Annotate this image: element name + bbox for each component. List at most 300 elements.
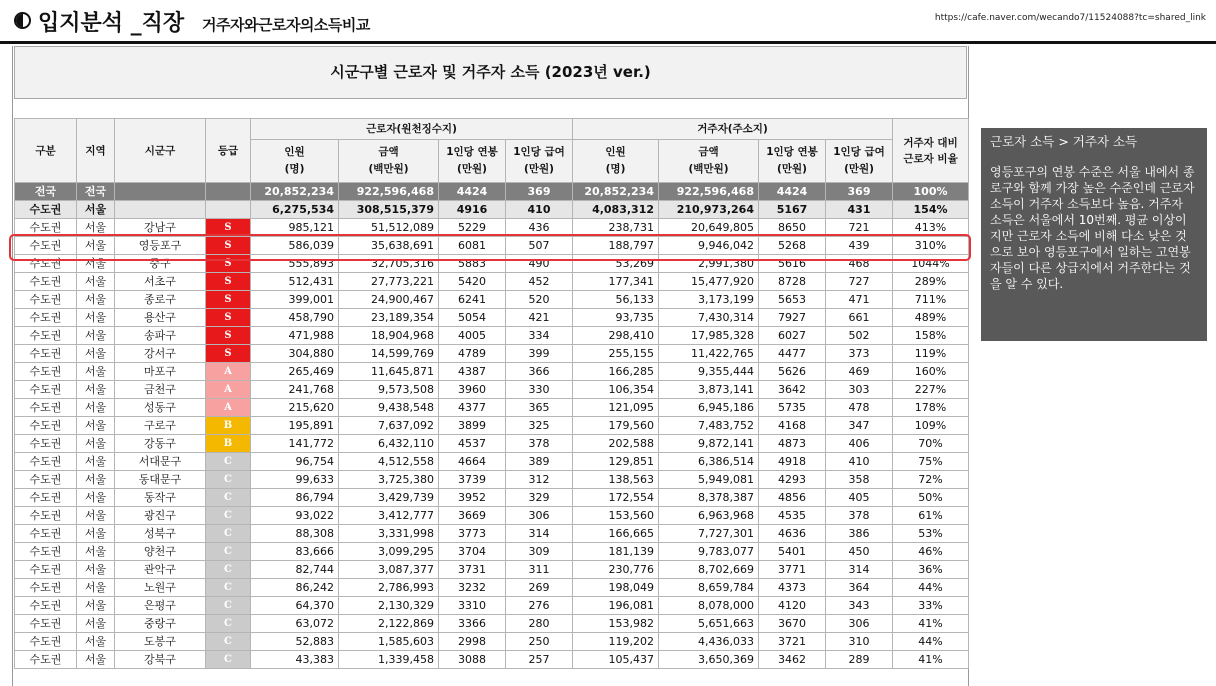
cell-ry: 4873 (759, 435, 826, 453)
cell-rm: 502 (826, 327, 893, 345)
cell-district: 서초구 (115, 273, 206, 291)
cell-district (115, 201, 206, 219)
table-row (15, 327, 969, 345)
cell-rm: 386 (826, 525, 893, 543)
cell-wy: 3739 (439, 471, 506, 489)
cell-rm: 721 (826, 219, 893, 237)
cell-ry: 5401 (759, 543, 826, 561)
cell-wm: 421 (506, 309, 573, 327)
cell-div: 수도권 (15, 597, 77, 615)
header-worker-annual (439, 140, 506, 183)
cell-wy: 6081 (439, 237, 506, 255)
table-row (15, 615, 969, 633)
cell-rm: 358 (826, 471, 893, 489)
cell-wy: 4789 (439, 345, 506, 363)
cell-wc: 555,893 (251, 255, 339, 273)
cell-wc: 96,754 (251, 453, 339, 471)
cell-ry: 5626 (759, 363, 826, 381)
cell-div: 수도권 (15, 435, 77, 453)
half-circle-logo-icon (14, 12, 31, 29)
cell-wa: 3,429,739 (339, 489, 439, 507)
cell-ratio: 33% (893, 597, 969, 615)
cell-rc: 93,735 (573, 309, 659, 327)
cell-div: 수도권 (15, 417, 77, 435)
cell-region: 서울 (77, 489, 115, 507)
cell-rc: 196,081 (573, 597, 659, 615)
cell-rc: 202,588 (573, 435, 659, 453)
cell-wy: 3669 (439, 507, 506, 525)
cell-wy: 3952 (439, 489, 506, 507)
header-resident-count (573, 140, 659, 183)
header-ratio-line2: 근로자 비율 (903, 152, 958, 165)
cell-wm: 436 (506, 219, 573, 237)
cell-wm: 410 (506, 201, 573, 219)
cell-wc: 93,022 (251, 507, 339, 525)
cell-region: 서울 (77, 651, 115, 669)
cell-ra: 11,422,765 (659, 345, 759, 363)
cell-wm: 257 (506, 651, 573, 669)
cell-grade: C (206, 489, 251, 507)
cell-rm: 364 (826, 579, 893, 597)
cell-grade: C (206, 453, 251, 471)
cell-rm: 439 (826, 237, 893, 255)
cell-region: 서울 (77, 453, 115, 471)
cell-grade: S (206, 255, 251, 273)
cell-wm: 365 (506, 399, 573, 417)
cell-ratio: 310% (893, 237, 969, 255)
cell-ry: 8650 (759, 219, 826, 237)
cell-wm: 276 (506, 597, 573, 615)
header-resident-group: 거주자(주소지) (573, 119, 893, 140)
cell-ratio: 50% (893, 489, 969, 507)
cell-grade: S (206, 291, 251, 309)
cell-region: 서울 (77, 507, 115, 525)
cell-ra: 5,651,663 (659, 615, 759, 633)
page-title: 입지분석 _직장 (38, 11, 185, 36)
cell-ry: 4636 (759, 525, 826, 543)
cell-wy: 3310 (439, 597, 506, 615)
cell-ratio: 154% (893, 201, 969, 219)
cell-district: 동작구 (115, 489, 206, 507)
cell-ratio: 70% (893, 435, 969, 453)
cell-district: 광진구 (115, 507, 206, 525)
cell-rc: 119,202 (573, 633, 659, 651)
cell-wc: 83,666 (251, 543, 339, 561)
cell-ra: 3,873,141 (659, 381, 759, 399)
cell-region: 서울 (77, 327, 115, 345)
header-resident-amount (659, 140, 759, 183)
cell-region: 서울 (77, 381, 115, 399)
cell-district (115, 183, 206, 201)
cell-grade: S (206, 327, 251, 345)
cell-ratio: 72% (893, 471, 969, 489)
cell-wa: 2,786,993 (339, 579, 439, 597)
cell-ratio: 44% (893, 579, 969, 597)
cell-rc: 181,139 (573, 543, 659, 561)
cell-ra: 15,477,920 (659, 273, 759, 291)
header-worker-count (251, 140, 339, 183)
table-row (15, 597, 969, 615)
note-body: 영등포구의 연봉 수준은 서울 내에서 종로구와 함께 가장 높은 수준인데 근로자 소득이 거주자 소득보다 높음. 거주자 소득은 서울에서 10번째. 평균 이상이지만 근로자 소득에 비해 다소 낮은 것으로 보아 영등포구에서 일하는 고연봉자들이 다른 상급지에서 거주한다는 것을 알 수 있다. (990, 165, 1195, 291)
cell-ra: 7,483,752 (659, 417, 759, 435)
cell-wc: 52,883 (251, 633, 339, 651)
cell-grade: C (206, 633, 251, 651)
cell-rm: 303 (826, 381, 893, 399)
cell-ra: 2,991,380 (659, 255, 759, 273)
cell-div: 수도권 (15, 525, 77, 543)
cell-rc: 198,049 (573, 579, 659, 597)
cell-wc: 985,121 (251, 219, 339, 237)
cell-region: 서울 (77, 525, 115, 543)
header-ratio-line1: 거주자 대비 (903, 136, 958, 149)
cell-wa: 51,512,089 (339, 219, 439, 237)
header-count-line2: (명) (284, 163, 305, 175)
cell-div: 수도권 (15, 327, 77, 345)
cell-rm: 347 (826, 417, 893, 435)
cell-rc: 153,560 (573, 507, 659, 525)
header-annual-line1: 1인당 연봉 (446, 146, 498, 158)
cell-wa: 27,773,221 (339, 273, 439, 291)
cell-wc: 471,988 (251, 327, 339, 345)
cell-rc: 238,731 (573, 219, 659, 237)
cell-grade: S (206, 309, 251, 327)
cell-wc: 88,308 (251, 525, 339, 543)
cell-rm: 661 (826, 309, 893, 327)
cell-wm: 452 (506, 273, 573, 291)
cell-ra: 8,378,387 (659, 489, 759, 507)
header-region: 지역 (77, 119, 115, 183)
cell-wa: 3,099,295 (339, 543, 439, 561)
cell-ry: 4373 (759, 579, 826, 597)
cell-div: 수도권 (15, 201, 77, 219)
cell-ry: 5616 (759, 255, 826, 273)
cell-region: 서울 (77, 543, 115, 561)
cell-district: 강동구 (115, 435, 206, 453)
cell-rm: 727 (826, 273, 893, 291)
cell-ratio: 711% (893, 291, 969, 309)
cell-ratio: 178% (893, 399, 969, 417)
table-row (15, 489, 969, 507)
cell-rc: 53,269 (573, 255, 659, 273)
cell-wy: 5054 (439, 309, 506, 327)
cell-ra: 9,946,042 (659, 237, 759, 255)
cell-wy: 3704 (439, 543, 506, 561)
sheet-title: 시군구별 근로자 및 거주자 소득 (2023년 ver.) (14, 46, 967, 99)
cell-rc: 298,410 (573, 327, 659, 345)
cell-ra: 210,973,264 (659, 201, 759, 219)
cell-wa: 23,189,354 (339, 309, 439, 327)
cell-ry: 4856 (759, 489, 826, 507)
cell-wa: 3,331,998 (339, 525, 439, 543)
cell-wy: 5420 (439, 273, 506, 291)
header-monthly-line2: (만원) (524, 163, 554, 175)
cell-wm: 311 (506, 561, 573, 579)
cell-rm: 450 (826, 543, 893, 561)
cell-wc: 20,852,234 (251, 183, 339, 201)
cell-wm: 507 (506, 237, 573, 255)
cell-district: 송파구 (115, 327, 206, 345)
cell-rm: 406 (826, 435, 893, 453)
cell-wc: 458,790 (251, 309, 339, 327)
cell-ry: 4120 (759, 597, 826, 615)
cell-wy: 3731 (439, 561, 506, 579)
cell-wa: 922,596,468 (339, 183, 439, 201)
page-subtitle: 거주자와근로자의소득비교 (202, 16, 370, 34)
cell-ry: 3771 (759, 561, 826, 579)
cell-wa: 35,638,691 (339, 237, 439, 255)
cell-rm: 289 (826, 651, 893, 669)
cell-rc: 172,554 (573, 489, 659, 507)
cell-rm: 373 (826, 345, 893, 363)
table-row (15, 273, 969, 291)
cell-ratio: 227% (893, 381, 969, 399)
cell-wy: 2998 (439, 633, 506, 651)
cell-wc: 86,242 (251, 579, 339, 597)
cell-region: 서울 (77, 615, 115, 633)
header-count-line1: 인원 (284, 146, 305, 158)
table-row (15, 507, 969, 525)
cell-ra: 5,949,081 (659, 471, 759, 489)
cell-div: 수도권 (15, 579, 77, 597)
cell-wm: 280 (506, 615, 573, 633)
cell-ry: 5268 (759, 237, 826, 255)
table-row-national (15, 183, 969, 201)
header-count-line2: (명) (605, 163, 626, 175)
header-annual-line2: (만원) (777, 163, 807, 175)
cell-div: 수도권 (15, 561, 77, 579)
cell-rc: 153,982 (573, 615, 659, 633)
table-row (15, 471, 969, 489)
cell-rc: 129,851 (573, 453, 659, 471)
cell-ry: 7927 (759, 309, 826, 327)
cell-ra: 4,436,033 (659, 633, 759, 651)
cell-ratio: 489% (893, 309, 969, 327)
cell-ry: 3670 (759, 615, 826, 633)
cell-wy: 3899 (439, 417, 506, 435)
cell-ry: 4918 (759, 453, 826, 471)
cell-ratio: 53% (893, 525, 969, 543)
cell-ratio: 289% (893, 273, 969, 291)
cell-ra: 17,985,328 (659, 327, 759, 345)
cell-wy: 3232 (439, 579, 506, 597)
cell-grade: S (206, 237, 251, 255)
cell-region: 서울 (77, 399, 115, 417)
cell-wm: 306 (506, 507, 573, 525)
cell-div: 수도권 (15, 273, 77, 291)
cell-grade: C (206, 471, 251, 489)
cell-ratio: 158% (893, 327, 969, 345)
cell-wc: 512,431 (251, 273, 339, 291)
cell-rm: 471 (826, 291, 893, 309)
cell-div: 수도권 (15, 291, 77, 309)
cell-wm: 329 (506, 489, 573, 507)
cell-wa: 7,637,092 (339, 417, 439, 435)
table-row (15, 561, 969, 579)
cell-ratio: 413% (893, 219, 969, 237)
cell-ra: 8,659,784 (659, 579, 759, 597)
cell-region: 서울 (77, 291, 115, 309)
cell-wc: 195,891 (251, 417, 339, 435)
cell-ry: 4293 (759, 471, 826, 489)
cell-wm: 366 (506, 363, 573, 381)
header-amount-line2: (백만원) (368, 163, 409, 175)
cell-grade: C (206, 579, 251, 597)
cell-district: 구로구 (115, 417, 206, 435)
cell-ratio: 44% (893, 633, 969, 651)
cell-region: 서울 (77, 309, 115, 327)
cell-div: 수도권 (15, 633, 77, 651)
cell-wc: 63,072 (251, 615, 339, 633)
cell-ry: 4424 (759, 183, 826, 201)
cell-ra: 6,963,968 (659, 507, 759, 525)
cell-wm: 369 (506, 183, 573, 201)
cell-wy: 4377 (439, 399, 506, 417)
cell-ra: 9,355,444 (659, 363, 759, 381)
cell-district: 관악구 (115, 561, 206, 579)
cell-wa: 14,599,769 (339, 345, 439, 363)
cell-rc: 179,560 (573, 417, 659, 435)
cell-wa: 3,725,380 (339, 471, 439, 489)
cell-ra: 8,702,669 (659, 561, 759, 579)
table-row (15, 579, 969, 597)
cell-region: 서울 (77, 363, 115, 381)
cell-wy: 6241 (439, 291, 506, 309)
cell-rc: 177,341 (573, 273, 659, 291)
header-annual-line1: 1인당 연봉 (766, 146, 818, 158)
cell-district: 마포구 (115, 363, 206, 381)
cell-wy: 4916 (439, 201, 506, 219)
table-row (15, 381, 969, 399)
cell-ry: 5653 (759, 291, 826, 309)
cell-district: 금천구 (115, 381, 206, 399)
cell-ratio: 61% (893, 507, 969, 525)
cell-wm: 309 (506, 543, 573, 561)
cell-grade: B (206, 435, 251, 453)
table-row (15, 435, 969, 453)
cell-wa: 1,585,603 (339, 633, 439, 651)
cell-wm: 490 (506, 255, 573, 273)
cell-district: 노원구 (115, 579, 206, 597)
cell-wc: 586,039 (251, 237, 339, 255)
cell-district: 강남구 (115, 219, 206, 237)
cell-district: 종로구 (115, 291, 206, 309)
header-amount-line1: 금액 (698, 146, 719, 158)
cell-div: 수도권 (15, 543, 77, 561)
cell-region: 서울 (77, 561, 115, 579)
cell-ratio: 36% (893, 561, 969, 579)
cell-wm: 269 (506, 579, 573, 597)
cell-div: 수도권 (15, 489, 77, 507)
cell-wy: 5883 (439, 255, 506, 273)
cell-wc: 241,768 (251, 381, 339, 399)
cell-div: 수도권 (15, 363, 77, 381)
cell-wc: 99,633 (251, 471, 339, 489)
cell-wy: 5229 (439, 219, 506, 237)
cell-rm: 478 (826, 399, 893, 417)
cell-div: 수도권 (15, 345, 77, 363)
cell-grade: C (206, 651, 251, 669)
cell-rm: 310 (826, 633, 893, 651)
header-monthly-line1: 1인당 급여 (833, 146, 885, 158)
cell-region: 서울 (77, 435, 115, 453)
cell-wa: 1,339,458 (339, 651, 439, 669)
cell-ratio: 1044% (893, 255, 969, 273)
cell-region: 서울 (77, 633, 115, 651)
cell-wa: 11,645,871 (339, 363, 439, 381)
cell-ry: 8728 (759, 273, 826, 291)
cell-grade (206, 183, 251, 201)
header-resident-annual (759, 140, 826, 183)
cell-rm: 314 (826, 561, 893, 579)
cell-wm: 399 (506, 345, 573, 363)
cell-ra: 6,386,514 (659, 453, 759, 471)
cell-wc: 64,370 (251, 597, 339, 615)
cell-rm: 468 (826, 255, 893, 273)
cell-region: 전국 (77, 183, 115, 201)
cell-wy: 3366 (439, 615, 506, 633)
cell-ry: 4168 (759, 417, 826, 435)
cell-district: 서대문구 (115, 453, 206, 471)
cell-wy: 3088 (439, 651, 506, 669)
table-row (15, 651, 969, 669)
cell-district: 성동구 (115, 399, 206, 417)
cell-grade: C (206, 543, 251, 561)
cell-wc: 141,772 (251, 435, 339, 453)
cell-wa: 6,432,110 (339, 435, 439, 453)
cell-div: 수도권 (15, 237, 77, 255)
cell-region: 서울 (77, 579, 115, 597)
cell-rc: 105,437 (573, 651, 659, 669)
cell-region: 서울 (77, 345, 115, 363)
cell-wa: 308,515,379 (339, 201, 439, 219)
cell-wm: 378 (506, 435, 573, 453)
cell-ratio: 160% (893, 363, 969, 381)
cell-district: 영등포구 (115, 237, 206, 255)
cell-region: 서울 (77, 219, 115, 237)
cell-wy: 3960 (439, 381, 506, 399)
header-district: 시군구 (115, 119, 206, 183)
cell-grade: S (206, 273, 251, 291)
cell-region: 서울 (77, 417, 115, 435)
cell-rc: 255,155 (573, 345, 659, 363)
cell-rm: 410 (826, 453, 893, 471)
cell-ry: 3462 (759, 651, 826, 669)
cell-district: 동대문구 (115, 471, 206, 489)
cell-district: 양천구 (115, 543, 206, 561)
cell-wa: 2,122,869 (339, 615, 439, 633)
cell-wm: 312 (506, 471, 573, 489)
cell-ry: 6027 (759, 327, 826, 345)
table-row (15, 543, 969, 561)
cell-district: 중구 (115, 255, 206, 273)
yeongdeungpo-highlight-box (9, 234, 971, 261)
cell-ry: 5735 (759, 399, 826, 417)
cell-ra: 20,649,805 (659, 219, 759, 237)
cell-wm: 520 (506, 291, 573, 309)
cell-ratio: 119% (893, 345, 969, 363)
header-ratio (893, 119, 969, 183)
table-row-seoul-total (15, 201, 969, 219)
cell-ratio: 109% (893, 417, 969, 435)
cell-wc: 399,001 (251, 291, 339, 309)
cell-div: 수도권 (15, 471, 77, 489)
cell-wa: 9,573,508 (339, 381, 439, 399)
cell-rc: 166,665 (573, 525, 659, 543)
page-header (0, 0, 1216, 44)
cell-wa: 4,512,558 (339, 453, 439, 471)
header-annual-line2: (만원) (457, 163, 487, 175)
cell-div: 수도권 (15, 219, 77, 237)
